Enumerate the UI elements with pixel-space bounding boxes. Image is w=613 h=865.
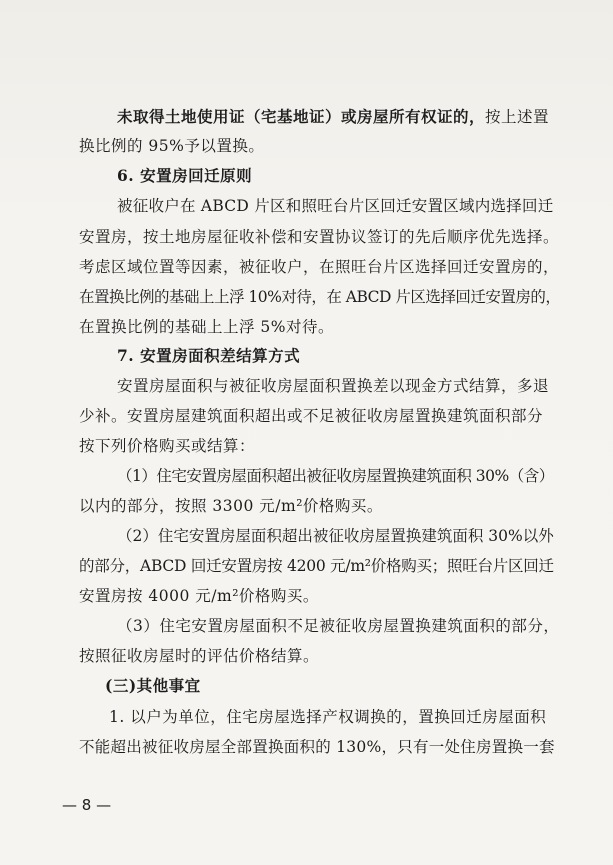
text-line-8: 在置换比例的基础上上浮 5%对待。	[79, 318, 335, 336]
section-heading-6: 6. 安置房回迁原则	[117, 166, 253, 185]
text-line-2: 换比例的 95%予以置换。	[79, 137, 265, 155]
text-line-4: 被征收户在 ABCD 片区和照旺台片区回迁安置区域内选择回迁	[117, 197, 554, 215]
text-line-19: 按照征收房屋时的评估价格结算。	[79, 647, 320, 665]
text-line-22: 不能超出被征收房屋全部置换面积的 130%，只有一处住房置换一套	[79, 738, 555, 756]
text-line-6: 考虑区域位置等因素，被征收户，在照旺台片区选择回迁安置房的，	[79, 258, 560, 276]
section-heading-7: 7. 安置房面积差结算方式	[117, 346, 301, 365]
text-line-14: 以内的部分，按照 3300 元/m²价格购买。	[79, 497, 383, 515]
text-line-13: （1）住宅安置房屋面积超出被征收房屋置换建筑面积 30%（含）	[117, 467, 554, 485]
text-line-5: 安置房，按土地房屋征收补偿和安置协议签订的先后顺序优先选择。	[79, 228, 560, 246]
text-line-17: 安置房按 4000 元/m²价格购买。	[79, 587, 319, 605]
section-heading-3: (三)其他事宜	[105, 676, 201, 695]
text-line-1	[117, 107, 549, 127]
line-continuation: 按上述置	[485, 108, 550, 126]
text-line-16: 的部分，ABCD 回迁安置房按 4200 元/m²价格购买；照旺台片区回迁	[79, 557, 554, 575]
text-line-15: （2）住宅安置房屋面积超出被征收房屋置换建筑面积 30%以外	[117, 527, 554, 545]
text-line-11: 少补。安置房屋建筑面积超出或不足被征收房屋置换建筑面积部分	[79, 407, 544, 425]
text-line-12: 按下列价格购买或结算：	[79, 437, 256, 455]
bold-phrase: 未取得土地使用证（宅基地证）或房屋所有权证的，	[117, 107, 486, 126]
text-line-21: 1. 以户为单位，住宅房屋选择产权调换的，置换回迁房屋面积	[109, 708, 547, 726]
text-line-7: 在置换比例的基础上上浮 10%对待，在 ABCD 片区选择回迁安置房的，	[79, 288, 561, 306]
page-number: — 8 —	[62, 796, 112, 814]
text-line-10: 安置房屋面积与被征收房屋面积置换差以现金方式结算，多退	[117, 377, 550, 395]
text-line-18: （3）住宅安置房屋面积不足被征收房屋置换建筑面积的部分，	[117, 617, 560, 635]
